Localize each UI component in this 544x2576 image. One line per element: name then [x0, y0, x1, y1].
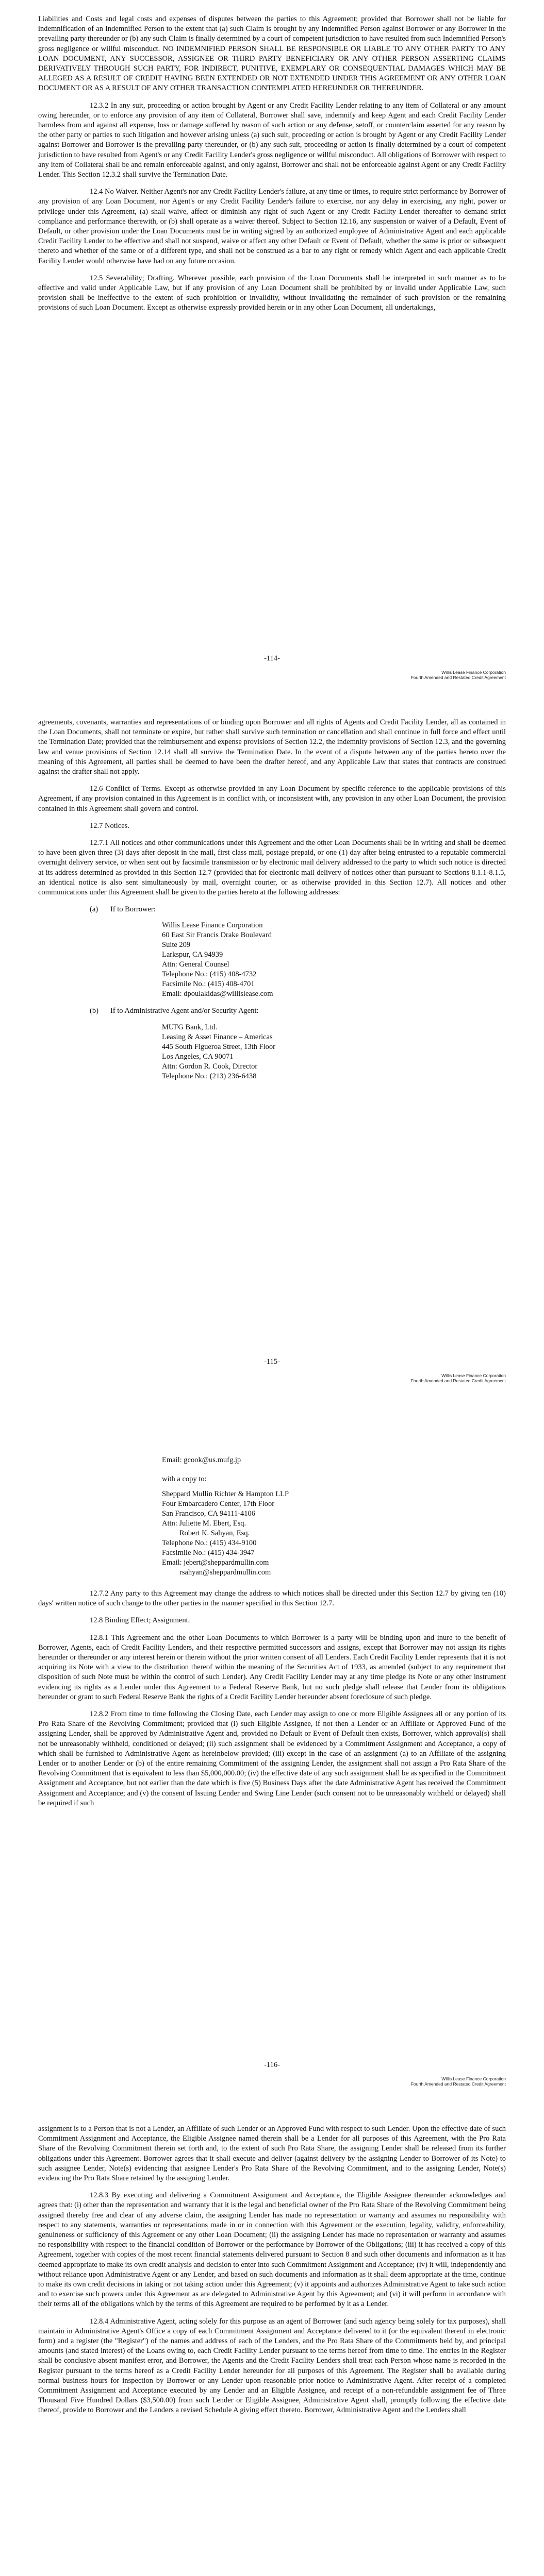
address-line: Attn: Juliette M. Ebert, Esq. [162, 1519, 246, 1528]
paragraph: 12.4 No Waiver. Neither Agent's nor any Credit Facility Lender's failure, at any time or times, to require strict performance by Borrower of any provision of any Loan Document, nor Agent's or any Credit Facility Lender's failure to exercise, nor any delay in exercising, any right, power or privilege under this Agreement, (a) shall waive, affect or diminish any right of such Agent or any Credit Facility Lender thereafter to demand strict compliance and performance therewith, or (b) shall operate as a waiver thereof. Subject to Section 12.16, any suspension or waiver of a Default, Event of Default, or other provision under the Loan Documents must be in writing signed by an authorized employee of Administrative Agent and each applicable Credit Facility Lender to be effective and shall not suspend, waive or affect any other Default or Event of Default, whether the same is prior or subsequent thereto and whether of the same or of a different type, and shall not be construed as a bar to any right or remedy which Agent and each applicable Credit Facility Lender would otherwise have had on any future occasion. [38, 188, 506, 265]
paragraph: 12.8.3 By executing and delivering a Commitment Assignment and Acceptance, the Eligible Assignee thereunder acknowledges and agrees that: (i) other than the representation and warranty that it is the legal and beneficial owner of the Pro Rata Share of the Revolving Commitment being assigned thereby free and clear of any adverse claim, the assigning Lender has made no representation or warranty and assumes no responsibility with respect to any statements, warranties or representations made in or in connection with this Agreement or the execution, legality, validity, enforceability, genuineness or sufficiency of this Agreement or any other Loan Document; (ii) the assigning Lender has made no representation or warranty and assumes no responsibility with respect to the financial condition of Borrower or the performance by Borrower of the Obligations; (iii) it has received a copy of this Agreement, together with copies of the most recent financial statements delivered pursuant to Section 8 and such other documents and information as it has deemed appropriate to make its own credit analysis and decision to enter into such Commitment Assignment and Acceptance; (iv) it will, independently and without reliance upon Administrative Agent or any Lender, and based on such documents and information as it shall deem appropriate at the time, continue to make its own credit decisions in taking or not taking action under this Agreement; (v) it appoints and authorizes Administrative Agent to take such action and to exercise such powers under this Agreement as are delegated to Administrative Agent by this Agreement; and (vi) it will perform in accordance with their terms all of the obligations which by the terms of this Agreement are required to be performed by it as a Lender. [38, 2191, 506, 2309]
copy-intro: with a copy to: [162, 1475, 207, 1483]
page-body [38, 14, 506, 320]
section-heading: 12.7 Notices. [90, 821, 129, 830]
page-114 [0, 0, 544, 703]
page-number: -114- [264, 654, 280, 663]
address-intro: If to Borrower: [110, 905, 156, 914]
address-line: Telephone No.: (213) 236-6438 [162, 1072, 257, 1080]
address-line: Leasing & Asset Finance – Americas [162, 1032, 273, 1041]
footer-document: Fourth Amended and Restated Credit Agreement [410, 1378, 506, 1383]
address-line: Facsimile No.: (415) 434-3947 [162, 1549, 255, 1557]
address-label-a: (a) [90, 905, 98, 914]
address-line: 445 South Figueroa Street, 13th Floor [162, 1042, 275, 1051]
page-body [38, 1455, 506, 1816]
address-line: Willis Lease Finance Corporation [162, 921, 263, 930]
address-line: San Francisco, CA 94111-4106 [162, 1510, 255, 1518]
paragraph: 12.7.2 Any party to this Agreement may change the address to which notices shall be directed under this Section 12.7 by giving ten (10) days' written notice of such change to the other parties in the manner specified in this Section 12.7. [38, 1589, 506, 1608]
paragraph: assignment is to a Person that is not a Lender, an Affiliate of such Lender or an Approved Fund with respect to such Lender. Upon the effective date of such Commitment Assignment and Acceptance, the Eligible Assignee named therein shall be a Lender for all purposes of this Agreement, with the Pro Rata Share of the Revolving Commitment therein set forth and, to the extent of such Pro Rata Share, the assigning Lender shall be released from its further obligations under this Agreement. Borrower agrees that it shall execute and deliver (against delivery by the assigning Lender to Borrower of its Note) to such assignee Lender, Note(s) evidencing that assignee Lender's Pro Rata Share of the Revolving Commitment, and to the assigning Lender, Note(s) evidencing the Pro Rata Share retained by the assigning Lender. [38, 2125, 506, 2183]
paragraph: 12.7.1 All notices and other communications under this Agreement and the other Loan Documents shall be in writing and shall be deemed to have been given three (3) days after deposit in the mail, first class mail, postage prepaid, or one (1) day after being entrusted to a reputable commercial overnight delivery service, or when sent out by facsimile transmission or by electronic mail delivery addressed to the party to which such notice is directed at its address determined as provided in this Section 12.7 (provided that for electronic mail delivery of notices other than pursuant to Sections 8.1.1-8.1.5, an identical notice is also sent simultaneously by mail, overnight courier, or as otherwise provided in this Section 12.7). All notices and other communications under this Agreement shall be given to the parties hereto at the following addresses: [38, 839, 506, 897]
address-line: Telephone No.: (415) 434-9100 [162, 1539, 257, 1547]
page-body [38, 718, 506, 1089]
section-heading: 12.8 Binding Effect; Assignment. [90, 1616, 190, 1625]
page-116 [0, 1406, 544, 2110]
address-line: Los Angeles, CA 90071 [162, 1052, 234, 1061]
address-line: Suite 209 [162, 941, 191, 950]
paragraph: agreements, covenants, warranties and representations of or binding upon Borrower and all rights of Agents and Credit Facility Lender, all as contained in the Loan Documents, shall not terminate or expire, but rather shall survive such termination or cancellation and shall continue in full force and effect until the Termination Date; provided that the reimbursement and expense provisions of Section 12.2, the indemnity provisions of Section 12.3, and the governing law and venue provisions of Section 12.14 shall all survive the Termination Date. In the event of a dispute between any of the parties hereto over the meaning of this Agreement, all parties shall be deemed to have been the drafter hereof, and any Applicable Law that states that contracts are construed against the drafter shall not apply. [38, 718, 506, 776]
paragraph: 12.5 Severability; Drafting. Wherever possible, each provision of the Loan Documents shall be interpreted in such manner as to be effective and valid under Applicable Law, but if any provision of any Loan Document shall be prohibited by or invalid under Applicable Law, such provision shall be ineffective to the extent of such prohibition or invalidity, without invalidating the remainder of such provision or the remaining provisions of such Loan Document. Except as otherwise expressly provided herein or in any other Loan Document, all undertakings, [38, 274, 506, 312]
address-line: Robert K. Sahyan, Esq. [179, 1529, 250, 1537]
copy-to-address [38, 1489, 506, 1578]
address-line: Attn: Gordon R. Cook, Director [162, 1062, 258, 1071]
address-line: Email: dpoulakidas@willislease.com [162, 990, 273, 998]
paragraph: 12.8.2 From time to time following the Closing Date, each Lender may assign to one or more Eligible Assignees all or any portion of its Pro Rata Share of the Revolving Commitment; provided that (i) such Eligible Assignee, if not then a Lender or an Affiliate or Approved Fund of the assigning Lender, shall be approved by Administrative Agent and, provided no Default or Event of Default then exists, Borrower, which approval(s) shall not be unreasonably withheld, conditioned or delayed; (ii) such assignment shall be evidenced by a Commitment Assignment and Acceptance, a copy of which shall be furnished to Administrative Agent as hereinbelow provided; (iii) except in the case of an assignment (a) to an Affiliate of the assigning Lender or to another Lender or (b) of the entire remaining Commitment of the assigning Lender, the assignment shall not assign a Pro Rata Share of the Revolving Commitment that is equivalent to less than $5,000,000.00; (iv) the effective date of any such assignment shall be as specified in the Commitment Assignment and Acceptance, but not earlier than the date which is five (5) Business Days after the date Administrative Agent has received the Commitment Assignment and Acceptance; and (v) the consent of Issuing Lender and Swing Line Lender (such consent not to be unreasonably withheld or delayed) shall be required if such [38, 1710, 506, 1807]
footer-document: Fourth Amended and Restated Credit Agreement [410, 2081, 506, 2087]
footer-company: Willis Lease Finance Corporation [441, 670, 506, 675]
address-line: Attn: General Counsel [162, 960, 229, 969]
address-line: Larkspur, CA 94939 [162, 951, 223, 959]
footer-document: Fourth Amended and Restated Credit Agreement [410, 675, 506, 680]
address-line: rsahyan@sheppardmullin.com [179, 1568, 271, 1577]
paragraph: Liabilities and Costs and legal costs and expenses of disputes between the parties to this Agreement; provided that Borrower shall not be liable for indemnification of an Indemnified Person to the extent that (a) such Claim is brought by any Indemnified Person against Borrower or any Borrower in the prevailing party thereunder or (b) any such Claim is finally determined by a court of competent jurisdiction to have resulted from such Indemnified Person's gross negligence or willful misconduct. NO INDEMNIFIED PERSON SHALL BE RESPONSIBLE OR LIABLE TO ANY OTHER PARTY TO ANY LOAN DOCUMENT, ANY SUCCESSOR, ASSIGNEE OR THIRD PARTY BENEFICIARY OR ANY OTHER PERSON ASSERTING CLAIMS DERIVATIVELY THROUGH SUCH PARTY, FOR INDIRECT, PUNITIVE, EXEMPLARY OR CONSEQUENTIAL DAMAGES WHICH MAY BE ALLEGED AS A RESULT OF CREDIT HAVING BEEN EXTENDED OR NOT EXTENDED UNDER THIS AGREEMENT OR ANY OTHER LOAN DOCUMENT OR AS A RESULT OF ANY OTHER TRANSACTION CONTEMPLATED HEREUNDER OR THEREUNDER. [38, 15, 506, 93]
page-footer [411, 2076, 506, 2087]
paragraph: 12.8.1 This Agreement and the other Loan Documents to which Borrower is a party will be binding upon and inure to the benefit of Borrower, Agents, each of Credit Facility Lenders, and their respective permitted successors and assigns, except that Borrower may not assign its rights hereunder or thereunder or any interest herein or therein without the prior written consent of all Lenders. Each Credit Facility Lender represents that it is not acquiring its Note with a view to the distribution thereof within the meaning of the Securities Act of 1933, as amended (subject to any requirement that disposition of such Note must be within the control of such Lender). Any Credit Facility Lender may at any time pledge its Note or any other instrument evidencing its rights as a Lender under this Agreement to a Federal Reserve Bank, but no such pledge shall release that Lender from its obligations hereunder or grant to such Federal Reserve Bank the rights of a Credit Facility Lender hereunder absent foreclosure of such pledge. [38, 1633, 506, 1701]
page-number: -115- [264, 1358, 280, 1366]
footer-company: Willis Lease Finance Corporation [441, 1373, 506, 1378]
borrower-address [38, 905, 506, 999]
page-body [38, 2124, 506, 2423]
address-line: MUFG Bank, Ltd. [162, 1023, 218, 1031]
address-line: Four Embarcadero Center, 17th Floor [162, 1500, 275, 1508]
paragraph: 12.8.4 Administrative Agent, acting solely for this purpose as an agent of Borrower (and such agency being solely for tax purposes), shall maintain in Administrative Agent's Office a copy of each Commitment Assignment and Acceptance delivered to it (or the equivalent thereof in electronic form) and a register (the "Register") of the names and address of each of the Lenders, and the Pro Rata Share of the Commitments held by, and principal amounts (and stated interest) of the Loans owing to, each Credit Facility Lender pursuant to the terms hereof from time to time. The entries in the Register shall be conclusive absent manifest error, and Borrower, the Agents and the Credit Facility Lenders shall treat each Person whose name is recorded in the Register pursuant to the terms hereof as a Credit Facility Lender hereunder for all purposes of this Agreement. The Register shall be available during normal business hours for inspection by Borrower or any Lender upon reasonable prior notice to Administrative Agent. After receipt of a completed Commitment Assignment and Acceptance executed by any Lender and an Eligible Assignee, and receipt of a non-refundable assignment fee of Three Thousand Five Hundred Dollars ($3,500.00) from such Lender or Eligible Assignee, Administrative Agent shall, promptly following the effective date thereof, provide to Borrower and the Lenders a revised Schedule A giving effect thereto. Borrower, Administrative Agent and the Lenders shall [38, 2317, 506, 2415]
address-line: Email: jebert@sheppardmullin.com [162, 1558, 269, 1567]
address-intro: If to Administrative Agent and/or Security Agent: [110, 1007, 259, 1015]
page-number: -116- [264, 2061, 280, 2069]
agent-address [38, 1006, 506, 1081]
page-117 [0, 2110, 544, 2576]
address-line: Facsimile No.: (415) 408-4701 [162, 980, 255, 989]
address-line: Sheppard Mullin Richter & Hampton LLP [162, 1490, 289, 1498]
paragraph: 12.3.2 In any suit, proceeding or action brought by Agent or any Credit Facility Lender relating to any item of Collateral or any amount owing hereunder, or to enforce any provision of any item of Collateral, Borrower shall save, indemnify and keep Agent and each Credit Facility Lender harmless from and against all expense, loss or damage suffered by reason of such action or any defense, setoff, or counterclaim asserted for any reason by the other party or parties to such litigation and however arising unless (a) such suit, proceeding or action is brought by Agent or any Credit Facility Lender against Borrower and Borrower is the prevailing party thereunder, or (b) any such suit, proceeding or action is finally determined by a court of competent jurisdiction to have resulted from Agent's or any Credit Facility Lender's gross negligence or willful misconduct. All obligations of Borrower with respect to any item of Collateral shall be and remain enforceable against, and only against, Borrower and shall not be enforceable against Agent or any Credit Facility Lender. This Section 12.3.2 shall survive the Termination Date. [38, 101, 506, 179]
page-footer [411, 670, 506, 680]
paragraph: 12.6 Conflict of Terms. Except as otherwise provided in any Loan Document by specific reference to the applicable provisions of this Agreement, if any provision contained in this Agreement is in conflict with, or inconsistent with, any provision in any other Loan Document, the provision contained in this Agreement shall govern and control. [38, 785, 506, 813]
address-label-b: (b) [90, 1007, 98, 1015]
footer-company: Willis Lease Finance Corporation [441, 2076, 506, 2081]
address-line: Telephone No.: (415) 408-4732 [162, 970, 257, 979]
page-115 [0, 703, 544, 1406]
agent-email: Email: gcook@us.mufg.jp [162, 1456, 241, 1464]
page-footer [411, 1373, 506, 1383]
address-line: 60 East Sir Francis Drake Boulevard [162, 931, 272, 940]
